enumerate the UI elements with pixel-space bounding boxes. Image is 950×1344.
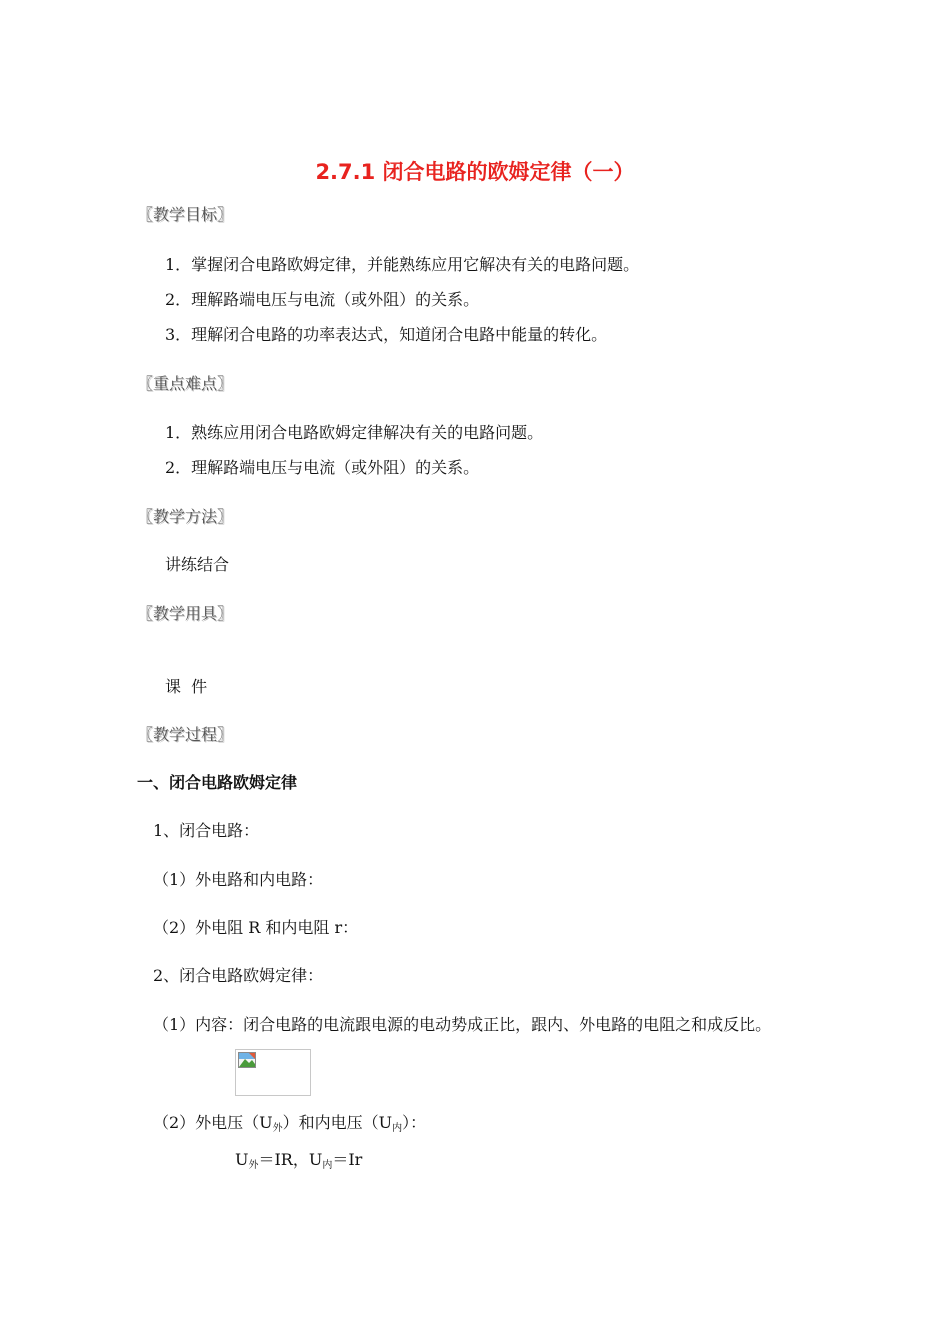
heading-objectives: 〖教学目标〗: [137, 205, 234, 224]
formula-subscript-inner: 内: [322, 1160, 333, 1171]
method-text: 讲练结合: [165, 555, 230, 574]
paragraph-ohms-law: 2、闭合电路欧姆定律：: [153, 966, 324, 985]
section-title-ohms-law: 一、闭合电路欧姆定律: [137, 773, 298, 792]
voltage-formula: [235, 1152, 362, 1171]
objective-item-3: 3．理解闭合电路的功率表达式，知道闭合电路中能量的转化。: [165, 325, 608, 344]
subscript-outer: 外: [272, 1123, 283, 1134]
heading-tools: 〖教学用具〗: [137, 604, 234, 623]
formula-eq2: ＝Ir: [332, 1150, 363, 1169]
formula-u: U: [235, 1150, 249, 1169]
objective-item-1: 1．掌握闭合电路欧姆定律，并能熟练应用它解决有关的电路问题。: [165, 255, 640, 274]
document-title: 2.7.1 闭合电路的欧姆定律（一）: [315, 160, 635, 184]
voltages-text-b: ）和内电压（U: [282, 1113, 393, 1132]
voltages-text-c: ）：: [402, 1113, 427, 1132]
key-point-item-1: 1．熟练应用闭合电路欧姆定律解决有关的电路问题。: [165, 423, 544, 442]
paragraph-voltages: [153, 1115, 426, 1134]
heading-key-points: 〖重点难点〗: [137, 374, 234, 393]
heading-method: 〖教学方法〗: [137, 507, 234, 526]
heading-process: 〖教学过程〗: [137, 725, 234, 744]
voltages-text-a: （2）外电压（U: [153, 1113, 273, 1132]
formula-eq1: ＝IR，U: [258, 1150, 323, 1169]
paragraph-closed-circuit: 1、闭合电路：: [153, 821, 260, 840]
paragraph-inner-outer-circuit: （1）外电路和内电路：: [153, 870, 324, 889]
paragraph-resistances: （2）外电阻 R 和内电阻 r：: [153, 918, 359, 937]
subscript-inner: 内: [392, 1123, 403, 1134]
formula-image-placeholder: [235, 1049, 311, 1096]
paragraph-law-content: （1）内容：闭合电路的电流跟电源的电动势成正比，跟内、外电路的电阻之和成反比。: [153, 1015, 772, 1034]
tools-text: 课 件: [165, 677, 208, 696]
broken-image-icon: [238, 1052, 256, 1068]
key-point-item-2: 2．理解路端电压与电流（或外阻）的关系。: [165, 458, 480, 477]
formula-subscript-outer: 外: [248, 1160, 259, 1171]
objective-item-2: 2．理解路端电压与电流（或外阻）的关系。: [165, 290, 480, 309]
